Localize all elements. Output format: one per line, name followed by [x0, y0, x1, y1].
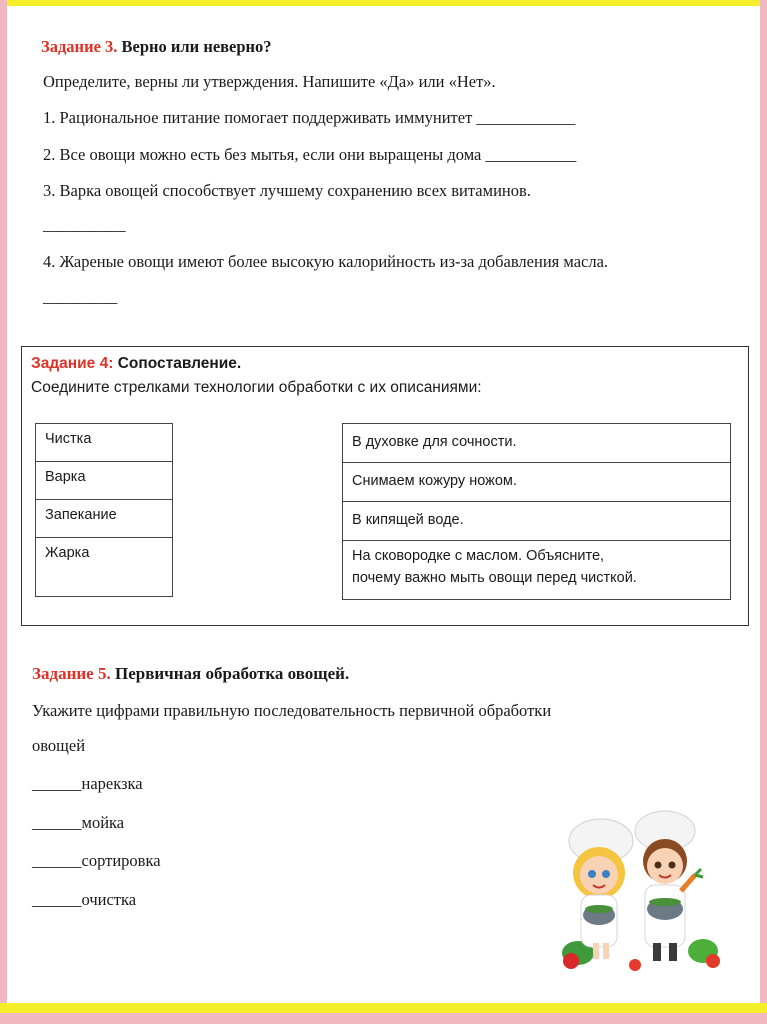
description-line: почему важно мыть овощи перед чисткой. — [352, 570, 637, 586]
task4-instruction: Соедините стрелками технологии обработки с их описаниями: — [31, 379, 482, 396]
task3-blank-3: __________ — [43, 215, 126, 234]
task5-label: Задание 5. — [32, 664, 111, 683]
descriptions-table — [342, 423, 731, 600]
task3-statement-3: 3. Варка овощей способствует лучшему сохранению всех витаминов. — [43, 181, 531, 200]
task5-item: ______нарекзка — [32, 774, 143, 793]
task5-item: ______сортировка — [32, 851, 161, 870]
technologies-table — [35, 423, 173, 597]
task5-item: ______очистка — [32, 890, 137, 909]
technology-cell: Чистка — [36, 424, 173, 462]
task3-title: Верно или неверно? — [121, 37, 272, 56]
frame-right — [760, 0, 767, 1024]
chef-kids-illustration — [553, 803, 723, 973]
technology-cell: Варка — [36, 462, 173, 500]
task4-title: Сопоставление. — [117, 355, 242, 372]
task4-box — [21, 346, 749, 626]
task3-statement-2: 2. Все овощи можно есть без мытья, если они выращены дома ___________ — [43, 145, 577, 164]
task5-title: Первичная обработка овощей. — [114, 664, 350, 683]
frame-bottom-pink — [0, 1013, 767, 1024]
technology-cell: Запекание — [36, 500, 173, 538]
frame-left — [0, 0, 7, 1024]
technology-cell: Жарка — [36, 538, 173, 597]
frame-bottom — [0, 1003, 767, 1013]
task4-heading — [31, 355, 241, 373]
task3-statement-1: 1. Рациональное питание помогает поддерживать иммунитет ____________ — [43, 108, 576, 127]
task3-label: Задание 3. — [41, 37, 118, 56]
description-cell: Снимаем кожуру ножом. — [343, 463, 731, 502]
task3-statement-4: 4. Жареные овощи имеют более высокую калорийность из-за добавления масла. — [43, 252, 609, 271]
description-cell: В духовке для сочности. — [343, 424, 731, 463]
task5-instruction: Укажите цифрами правильную последовательность первичной обработки — [32, 701, 552, 720]
frame-top — [0, 0, 767, 6]
description-cell: В кипящей воде. — [343, 502, 731, 541]
task3-instruction: Определите, верны ли утверждения. Напишите «Да» или «Нет». — [43, 72, 496, 91]
task3-heading — [41, 37, 272, 57]
description-line: На сковородке с маслом. Объясните, — [352, 548, 605, 564]
task5-heading — [32, 664, 349, 684]
task5-instruction-cont: овощей — [32, 736, 86, 755]
task3-blank-4: _________ — [43, 287, 118, 306]
task4-label: Задание 4: — [31, 355, 114, 372]
description-cell-multiline — [343, 541, 731, 600]
task5-item: ______мойка — [32, 813, 125, 832]
